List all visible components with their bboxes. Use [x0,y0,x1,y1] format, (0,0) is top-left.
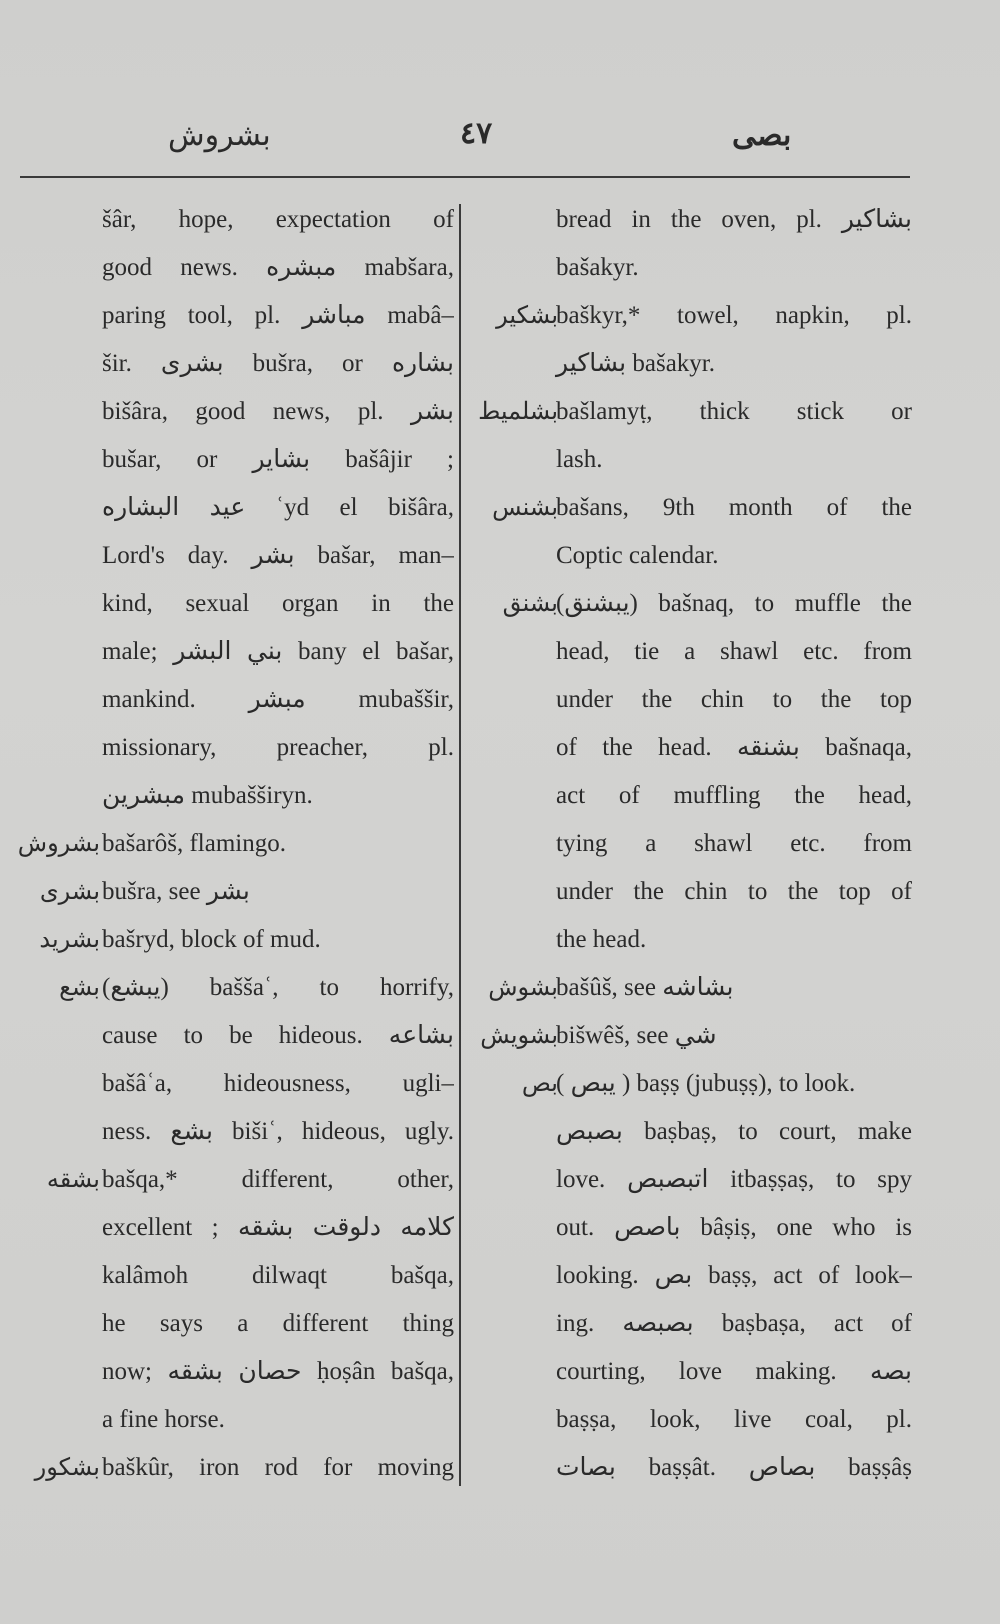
entry-line [472,964,912,1012]
headword-arabic: بشرى [39,879,100,905]
entry-line [14,964,454,1012]
entry-text: bašarôš, flamingo. [102,830,286,857]
entry-line [14,1156,454,1204]
headword-arabic: بشلميط [478,399,558,425]
entry-text: بصات baṣṣât. بصاص baṣṣâṣ [556,1454,912,1481]
entry-text: Coptic calendar. [556,542,719,569]
entry-text: Lord's day. بشر bašar, man– [102,542,454,569]
entry-text: courting, love making. بصه [556,1358,912,1385]
entry-line [472,676,912,724]
header-rule [20,176,910,178]
entry-line [14,484,454,532]
entry-text: عيد البشاره ʿyd el bišâra, [102,494,454,521]
entry-text: now; حصان بشقه ḥoṣân bašqa, [102,1358,454,1385]
entry-line [472,1108,912,1156]
entry-line [14,1348,454,1396]
entry-text: بصبص baṣbaṣ, to court, make [556,1118,912,1145]
entry-text: of the head. بشنقه bašnaqa, [556,734,912,761]
entry-text: good news. مبشره mabšara, [102,254,454,281]
entry-text: lash. [556,446,603,473]
entry-line [472,1252,912,1300]
header-left-guide-word: بشروش [168,119,271,152]
entry-text: bašlamyṭ, thick stick or [556,398,912,425]
entry-line [14,1108,454,1156]
column-divider [459,204,461,1486]
entry-text: act of muffling the head, [556,782,912,809]
entry-line [472,292,912,340]
entry-line [14,244,454,292]
entry-text: missionary, preacher, pl. [102,734,454,761]
entry-line [14,628,454,676]
headword-arabic: بشروش [17,831,100,857]
entry-line [472,340,912,388]
entry-line [14,1396,454,1444]
header-right-guide-word: بصى [732,119,792,152]
entry-line [472,868,912,916]
entry-line [472,724,912,772]
page-number: ٤٧ [460,117,493,150]
entry-text: bišâra, good news, pl. بشر [102,398,454,425]
entry-line [472,484,912,532]
entry-text: bread in the oven, pl. بشاكير [556,206,912,233]
entry-line [472,196,912,244]
entry-text: a fine horse. [102,1406,225,1433]
entry-line [472,1060,912,1108]
entry-line [472,1348,912,1396]
entry-line [14,1060,454,1108]
entry-text: mankind. مبشر mubaššir, [102,686,454,713]
entry-text: ness. بشع bišiʿ, hideous, ugly. [102,1118,454,1145]
entry-text: under the chin to the top of [556,878,912,905]
entry-line [14,772,454,820]
entry-line [14,532,454,580]
entry-text: šir. بشرى bušra, or بشاره [102,350,454,377]
headword-arabic: بشكير [496,303,558,329]
entry-text: bašûš, see بشاشه [556,974,734,1001]
headword-arabic: بشنس [492,495,558,521]
entry-line [14,580,454,628]
entry-text: out. باصص bâṣiṣ, one who is [556,1214,912,1241]
entry-line [14,388,454,436]
entry-line [472,388,912,436]
entry-text: bašryd, block of mud. [102,926,321,953]
entry-text: (يبشنق) bašnaq, to muffle the [556,590,912,617]
headword-arabic: بشع [59,975,100,1001]
entry-line [14,196,454,244]
entry-text: kalâmoh dilwaqt bašqa, [102,1262,454,1289]
entry-line [14,340,454,388]
entry-text: he says a different thing [102,1310,454,1337]
page-header [0,112,1000,172]
entry-line [472,916,912,964]
entry-line [472,532,912,580]
entry-line [472,772,912,820]
headword-arabic: بشوش [488,975,558,1001]
entry-line [472,244,912,292]
entry-line [472,1204,912,1252]
entry-line [472,436,912,484]
entry-line [14,724,454,772]
entry-line [472,1156,912,1204]
entry-text: baṣṣa, look, live coal, pl. [556,1406,912,1433]
entry-line [472,1012,912,1060]
entry-line [14,436,454,484]
entry-text: love. اتبصبص itbaṣṣaṣ, to spy [556,1166,912,1193]
entry-text: looking. بص baṣṣ, act of look– [556,1262,912,1289]
entry-line [14,820,454,868]
entry-text: male; بني البشر bany el bašar, [102,638,454,665]
entry-text: مبشرين mubašširyn. [102,782,313,809]
entry-text: paring tool, pl. مباشر mabâ– [102,302,454,329]
entry-line [14,292,454,340]
entry-text: kind, sexual organ in the [102,590,454,617]
entry-text: bašqa,* different, other, [102,1166,454,1193]
entry-text: head, tie a shawl etc. from [556,638,912,665]
headword-arabic: بشكور [34,1455,100,1481]
entry-text: bušra, see بشر [102,878,250,905]
entry-text: bašâʿa, hideousness, ugli– [102,1070,454,1097]
entry-text: the head. [556,926,647,953]
entry-line [14,1300,454,1348]
entry-line [472,628,912,676]
entry-text: (يبشع) baššaʿ, to horrify, [102,974,454,1001]
headword-arabic: بشقه [46,1167,100,1193]
entry-line [472,580,912,628]
entry-line [14,676,454,724]
headword-arabic: بشنق [502,591,558,617]
entry-line [472,1300,912,1348]
entry-line [14,1444,454,1492]
entry-text: bušar, or بشاير bašâjir ; [102,446,454,473]
entry-text: baškyr,* towel, napkin, pl. [556,302,912,329]
entry-text: بشاكير bašakyr. [556,350,715,377]
entry-line [472,1444,912,1492]
entry-text: excellent ; كلامه دلوقت بشقه [102,1214,454,1241]
entry-line [14,868,454,916]
entry-line [14,1204,454,1252]
entry-text: tying a shawl etc. from [556,830,912,857]
entry-text: bašans, 9th month of the [556,494,912,521]
entry-line [14,916,454,964]
right-column [472,196,912,1492]
entry-text: cause to be hideous. بشاعه [102,1022,454,1049]
entry-line [472,1396,912,1444]
entry-text: ing. بصبصه baṣbaṣa, act of [556,1310,912,1337]
headword-arabic: بص [521,1071,558,1097]
headword-arabic: بشويش [480,1023,558,1049]
entry-text: bašakyr. [556,254,639,281]
entry-line [14,1252,454,1300]
entry-line [472,820,912,868]
entry-text: under the chin to the top [556,686,912,713]
entry-line [14,1012,454,1060]
entry-text: bišwêš, see شي [556,1022,717,1049]
entry-text: ( يبص ) baṣṣ (jubuṣṣ), to look. [556,1070,856,1097]
entry-text: šâr, hope, expectation of [102,206,454,233]
entry-text: baškûr, iron rod for moving [102,1454,454,1481]
left-column [14,196,454,1492]
headword-arabic: بشريد [39,927,100,953]
